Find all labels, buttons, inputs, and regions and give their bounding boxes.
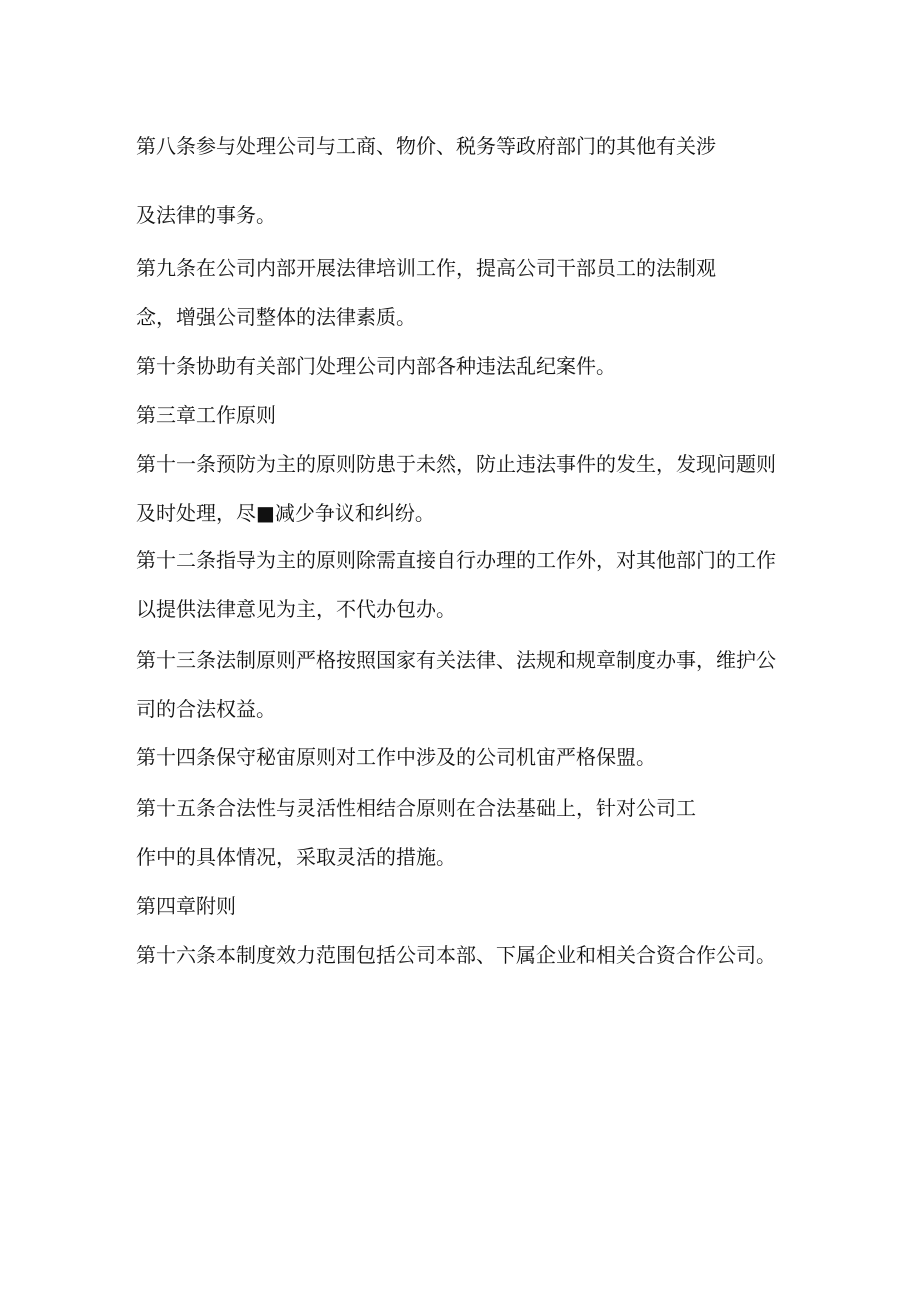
text-line: 第十条协助有关部门处理公司内部各种违法乱纪案件。 [136, 354, 616, 378]
text-line: 第十一条预防为主的原则防患于未然，防止违法事件的发生，发现问题则 [136, 452, 776, 476]
text-line: 第九条在公司内部开展法律培训工作，提高公司干部员工的法制观 [136, 256, 716, 280]
section-heading: 第四章附则 [136, 894, 236, 918]
section-heading: 第三章工作原则 [136, 403, 276, 427]
text-line: 以提供法律意见为主，不代办包办。 [136, 597, 456, 621]
text-line: 第十四条保守秘宙原则对工作中涉及的公司机宙严格保盟。 [136, 745, 656, 769]
text-line: 第十五条合法性与灵活性相结合原则在合法基础上，针对公司工 [136, 796, 696, 820]
text-line: 第八条参与处理公司与工商、物价、税务等政府部门的其他有关涉 [136, 134, 716, 158]
text-line: 念，增强公司整体的法律素质。 [136, 305, 416, 329]
text-line: 第十六条本制度效力范围包括公司本部、下属企业和相关合资合作公司。 [136, 943, 776, 967]
text-line: 第十三条法制原则严格按照国家有关法律、法规和规章制度办事，维护公 [136, 648, 776, 672]
text-line: 第十二条指导为主的原则除需直接自行办理的工作外，对其他部门的工作 [136, 548, 776, 572]
text-line: 司的合法权益。 [136, 697, 276, 721]
text-line: 及法律的事务。 [136, 203, 276, 227]
text-line: 及时处理，尽■减少争议和纠纷。 [136, 501, 435, 525]
text-line: 作中的具体情况，采取灵活的措施。 [136, 845, 456, 869]
